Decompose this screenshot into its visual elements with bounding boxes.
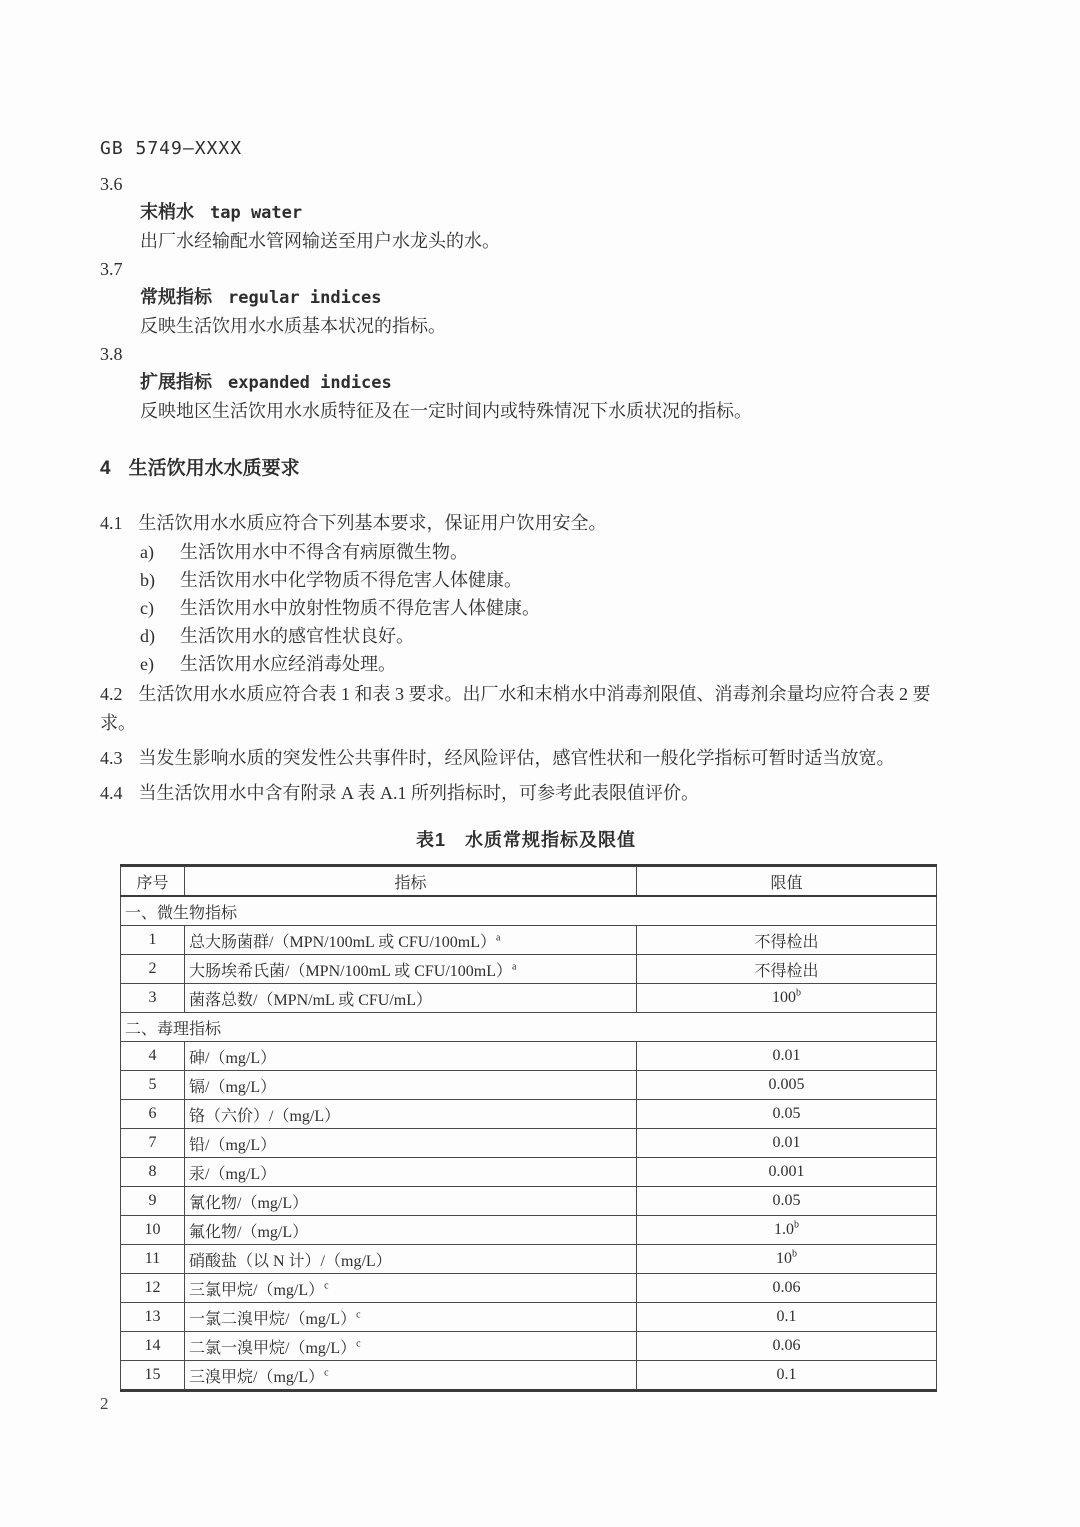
clause-4-2 <box>100 680 952 738</box>
term-en: expanded indices <box>228 373 392 393</box>
limit-cell: 0.06 <box>637 1332 937 1361</box>
definition-text: 反映地区生活饮用水水质特征及在一定时间内或特殊情况下水质状况的指标。 <box>140 401 752 421</box>
table-row <box>121 1100 937 1129</box>
indicator-cell: 镉/（mg/L） <box>185 1071 637 1100</box>
indicator-cell: 大肠埃希氏菌/（MPN/100mL 或 CFU/100mL）$^a$ <box>185 955 637 984</box>
list-label: e) <box>140 654 154 674</box>
standard-code: GB 5749—XXXX <box>100 138 243 159</box>
footnote-marker: b <box>792 1248 797 1260</box>
clause-text: 生活饮用水水质应符合表 1 和表 3 要求。出厂水和末梢水中消毒剂限值、消毒剂余量均应符合表 2 要求。 <box>100 684 931 733</box>
clause-4-3 <box>100 744 952 773</box>
row-number-cell: 10 <box>121 1216 185 1245</box>
term-line <box>100 283 952 312</box>
clause-text: 生活饮用水水质应符合下列基本要求，保证用户饮用安全。 <box>138 513 607 533</box>
limit-cell: 0.1 <box>637 1303 937 1332</box>
indicator-cell: 砷/（mg/L） <box>185 1042 637 1071</box>
section-title: 生活饮用水水质要求 <box>128 458 300 479</box>
clause-text: 当发生影响水质的突发性公共事件时，经风险评估，感官性状和一般化学指标可暂时适当放宽。 <box>138 748 895 768</box>
clause-number: 4.3 <box>100 748 123 768</box>
table-row <box>121 1129 937 1158</box>
definition-block-3-7 <box>100 255 952 340</box>
list-item-b <box>100 566 952 594</box>
footnote-marker: c <box>356 1309 361 1321</box>
row-number-cell: 15 <box>121 1361 185 1391</box>
table-section-row <box>121 1013 937 1042</box>
list-text: 生活饮用水中放射性物质不得危害人体健康。 <box>180 598 540 618</box>
limit-cell: 0.01 <box>637 1042 937 1071</box>
header-cell-limit: 限值 <box>637 866 937 897</box>
definition-text: 出厂水经输配水管网输送至用户水龙头的水。 <box>140 231 500 251</box>
indicator-cell: 氟化物/（mg/L） <box>185 1216 637 1245</box>
table-row <box>121 926 937 955</box>
row-number-cell: 1 <box>121 926 185 955</box>
clause-4-4 <box>100 779 952 808</box>
table1 <box>120 864 937 1392</box>
table-row <box>121 984 937 1013</box>
indicator-cell: 总大肠菌群/（MPN/100mL 或 CFU/100mL）$^a$ <box>185 926 637 955</box>
indicator-cell: 铅/（mg/L） <box>185 1129 637 1158</box>
table-row <box>121 1216 937 1245</box>
list-item-e <box>100 650 952 678</box>
footnote-marker: a <box>512 961 517 973</box>
row-number-cell: 9 <box>121 1187 185 1216</box>
list-item-c <box>100 594 952 622</box>
table-row <box>121 1187 937 1216</box>
footnote-marker: c <box>324 1367 329 1379</box>
page-number: 2 <box>100 1394 109 1413</box>
definition-block-3-8 <box>100 340 952 425</box>
term-en: regular indices <box>228 288 382 308</box>
indicator-cell: 铬（六价）/（mg/L） <box>185 1100 637 1129</box>
row-number-cell: 5 <box>121 1071 185 1100</box>
clause-number: 3.8 <box>100 344 123 364</box>
row-number-cell: 2 <box>121 955 185 984</box>
row-number-cell: 13 <box>121 1303 185 1332</box>
indicator-cell: 三溴甲烷$/(mg/L)^c$ <box>185 1361 637 1391</box>
clause-number: 4.4 <box>100 783 123 803</box>
list-item-d <box>100 622 952 650</box>
term-line <box>100 198 952 227</box>
table-row <box>121 1158 937 1187</box>
table-row <box>121 955 937 984</box>
table-row <box>121 1071 937 1100</box>
row-number-cell: 12 <box>121 1274 185 1303</box>
indicator-cell: 二氯一溴甲烷$/(mg/L)^c$ <box>185 1332 637 1361</box>
list-label: a) <box>140 542 154 562</box>
footnote-marker: a <box>496 932 501 944</box>
table-row <box>121 1245 937 1274</box>
limit-cell: 0.001 <box>637 1158 937 1187</box>
term-en: tap water <box>210 203 303 223</box>
clause-number: 3.6 <box>100 174 123 194</box>
limit-cell: 不得检出 <box>637 926 937 955</box>
indicator-cell: 三氯甲烷$/(mg/L)^c$ <box>185 1274 637 1303</box>
list-text: 生活饮用水中不得含有病原微生物。 <box>180 542 468 562</box>
table-row <box>121 1303 937 1332</box>
header-cell-indicator: 指标 <box>185 866 637 897</box>
page-content <box>100 138 952 1392</box>
term-zh: 末梢水 <box>140 202 194 222</box>
term-zh: 常规指标 <box>140 287 212 307</box>
header-cell-no: 序号 <box>121 866 185 897</box>
list-text: 生活饮用水中化学物质不得危害人体健康。 <box>180 570 522 590</box>
definition-block-3-6 <box>100 170 952 255</box>
row-number-cell: 3 <box>121 984 185 1013</box>
term-zh: 扩展指标 <box>140 372 212 392</box>
row-number-cell: 14 <box>121 1332 185 1361</box>
table1-body <box>121 866 937 1391</box>
table-row <box>121 1361 937 1391</box>
list-label: b) <box>140 570 155 590</box>
row-number-cell: 4 <box>121 1042 185 1071</box>
table1-title: 表1 水质常规指标及限值 <box>415 830 636 850</box>
section-heading <box>100 455 952 483</box>
indicator-cell: 菌落总数/（MPN/mL 或 CFU/mL） <box>185 984 637 1013</box>
clause-text: 当生活饮用水中含有附录 A 表 A.1 所列指标时，可参考此表限值评价。 <box>138 783 700 803</box>
limit-cell: 不得检出 <box>637 955 937 984</box>
limit-cell: 0.01 <box>637 1129 937 1158</box>
limit-cell: 10$^b$ <box>637 1245 937 1274</box>
limit-cell: 0.05 <box>637 1187 937 1216</box>
list-item-a <box>100 538 952 566</box>
definition-text: 反映生活饮用水水质基本状况的指标。 <box>140 316 446 336</box>
indicator-cell: 氰化物/（mg/L） <box>185 1187 637 1216</box>
list-label: d) <box>140 626 155 646</box>
table1-header-row <box>121 866 937 897</box>
limit-cell: 0.1 <box>637 1361 937 1391</box>
term-line <box>100 368 952 397</box>
footnote-marker: c <box>324 1280 329 1292</box>
limit-cell: 0.05 <box>637 1100 937 1129</box>
table-row <box>121 1042 937 1071</box>
indicator-cell: 汞/（mg/L） <box>185 1158 637 1187</box>
clause-number: 3.7 <box>100 259 123 279</box>
limit-cell: 100$^b$ <box>637 984 937 1013</box>
row-number-cell: 6 <box>121 1100 185 1129</box>
footnote-marker: c <box>356 1338 361 1350</box>
list-label: c) <box>140 598 154 618</box>
limit-cell: 0.005 <box>637 1071 937 1100</box>
row-number-cell: 7 <box>121 1129 185 1158</box>
limit-cell: 0.06 <box>637 1274 937 1303</box>
clause-number: 4.2 <box>100 684 123 704</box>
row-number-cell: 8 <box>121 1158 185 1187</box>
table-section-label: 二、毒理指标 <box>121 1013 937 1042</box>
clause-number: 4.1 <box>100 513 123 533</box>
section-number: 4 <box>100 458 111 479</box>
clause-4-1 <box>100 509 952 538</box>
table-section-row <box>121 896 937 926</box>
list-text: 生活饮用水的感官性状良好。 <box>180 626 414 646</box>
limit-cell: 1.0$^b$ <box>637 1216 937 1245</box>
list-text: 生活饮用水应经消毒处理。 <box>180 654 396 674</box>
table-row <box>121 1332 937 1361</box>
indicator-cell: 一氯二溴甲烷$/(mg/L)^c$ <box>185 1303 637 1332</box>
footnote-marker: b <box>794 1219 799 1231</box>
table-section-label: 一、微生物指标 <box>121 896 937 926</box>
indicator-cell: 硝酸盐（以 N 计）/（mg/L） <box>185 1245 637 1274</box>
footnote-marker: b <box>796 987 801 999</box>
table-row <box>121 1274 937 1303</box>
row-number-cell: 11 <box>121 1245 185 1274</box>
